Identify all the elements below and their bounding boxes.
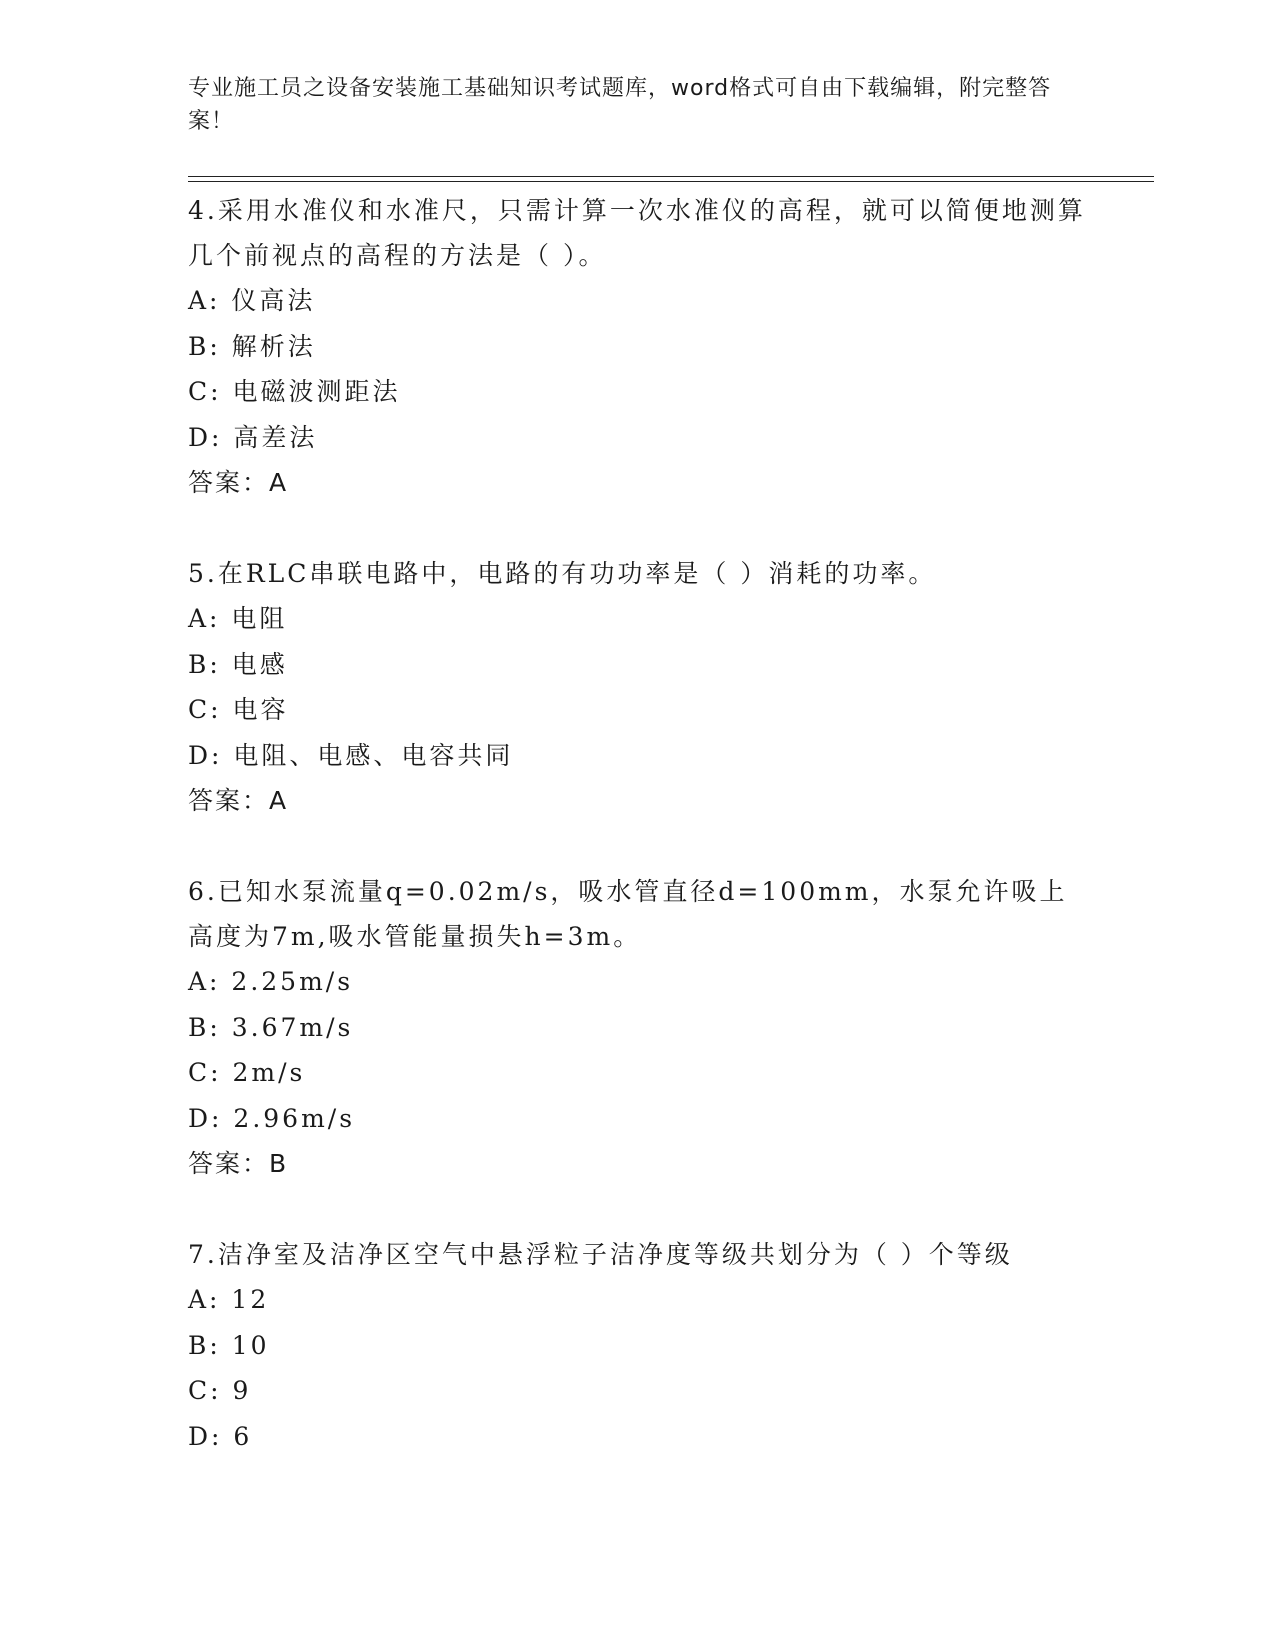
option-b: B: 10 [188,1330,270,1360]
option-c: C: 电容 [188,695,289,724]
option-a: A: 电阻 [188,604,288,633]
answer: 答案：B [188,1149,289,1178]
option-d: D: 6 [188,1421,253,1451]
option-c: C: 电磁波测距法 [188,377,401,406]
option-c: C: 2m/s [188,1058,306,1087]
answer: 答案：A [188,468,289,497]
question-5 [188,551,1088,823]
option-a: A: 仪高法 [188,286,316,315]
question-7 [188,1232,1088,1459]
question-list [188,188,1088,1505]
header-divider-bottom [188,181,1154,182]
option-d: D: 高差法 [188,422,318,452]
option-b: B: 电感 [188,649,288,679]
option-b: B: 3.67m/s [188,1012,354,1042]
question-text: 5.在RLC串联电路中，电路的有功功率是（ ）消耗的功率。 [188,559,937,588]
question-text: 7.洁净室及洁净区空气中悬浮粒子洁净度等级共划分为（ ）个等级 [188,1240,1013,1269]
header-divider-top [188,176,1154,177]
answer: 答案：A [188,786,289,815]
question-4 [188,188,1088,505]
document-header: 专业施工员之设备安装施工基础知识考试题库，word格式可自由下载编辑，附完整答案！ [188,76,1052,134]
question-text: 6.已知水泵流量q=0.02m/s，吸水管直径d=100mm，水泵允许吸上高度为7m,吸水管能量损失h=3m。 [188,877,1068,951]
option-a: A: 2.25m/s [188,967,354,996]
option-d: D: 2.96m/s [188,1103,356,1133]
option-c: C: 9 [188,1376,252,1405]
question-text: 4.采用水准仪和水准尺，只需计算一次水准仪的高程，就可以简便地测算几个前视点的高程的方法是（ ）。 [188,196,1086,270]
option-a: A: 12 [188,1285,270,1314]
option-b: B: 解析法 [188,331,316,361]
question-6 [188,869,1088,1186]
option-d: D: 电阻、电感、电容共同 [188,740,514,770]
